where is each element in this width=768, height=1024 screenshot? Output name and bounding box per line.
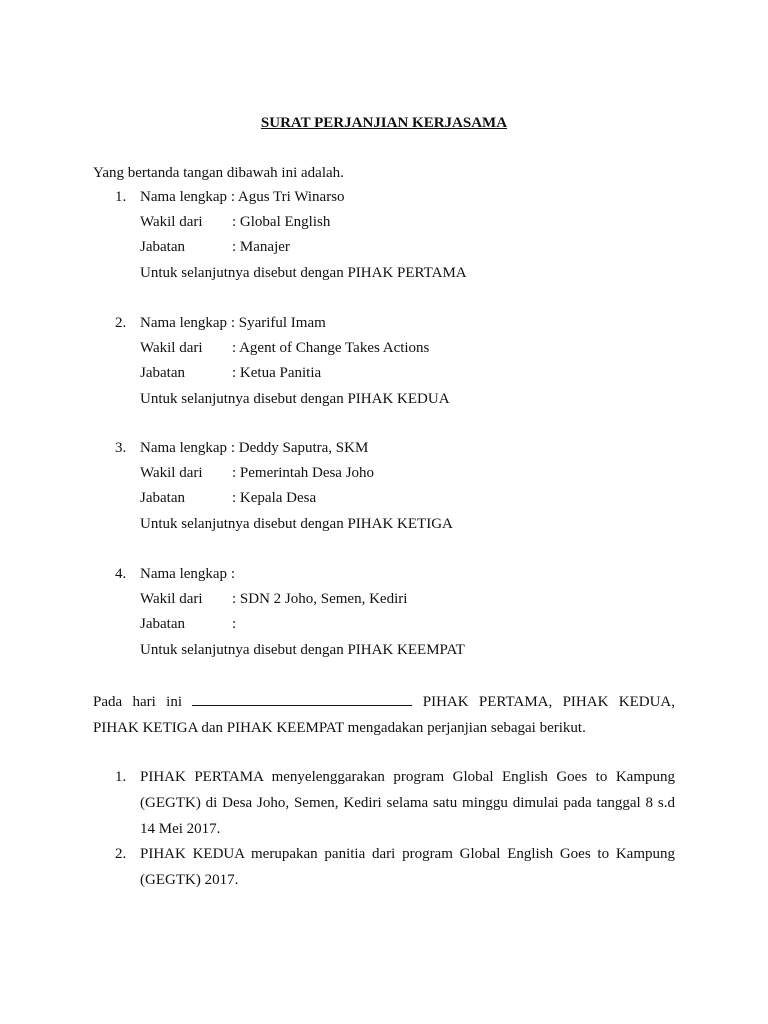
party-number: 1. bbox=[115, 189, 127, 205]
party-from-row bbox=[140, 338, 429, 358]
party-position-row bbox=[140, 488, 316, 508]
from-value: : Agent of Change Takes Actions bbox=[232, 340, 430, 356]
position-label: Jabatan bbox=[140, 616, 185, 632]
name-value: : Agus Tri Winarso bbox=[230, 189, 345, 205]
name-label: Nama lengkap bbox=[140, 315, 228, 331]
position-label: Jabatan bbox=[140, 490, 185, 506]
paragraph-rest: PIHAK PERTAMA, PIHAK KEDUA, PIHAK KETIGA dan PIHAK KEEMPAT mengadakan perjanjian sebagai berikut. bbox=[93, 694, 676, 736]
party-number: 2. bbox=[115, 315, 127, 331]
position-label: Jabatan bbox=[140, 365, 185, 381]
party-name-row bbox=[140, 564, 235, 584]
party-position-row bbox=[140, 237, 290, 257]
party-closing: Untuk selanjutnya disebut dengan PIHAK KEDUA bbox=[140, 391, 450, 407]
name-label: Nama lengkap bbox=[140, 189, 228, 205]
position-label: Jabatan bbox=[140, 239, 185, 255]
party-from-row bbox=[140, 212, 330, 232]
position-value: : Ketua Panitia bbox=[232, 365, 322, 381]
from-label: Wakil dari bbox=[140, 465, 203, 481]
from-label: Wakil dari bbox=[140, 340, 203, 356]
name-label: Nama lengkap bbox=[140, 566, 228, 582]
party-closing: Untuk selanjutnya disebut dengan PIHAK KEEMPAT bbox=[140, 642, 465, 658]
party-closing: Untuk selanjutnya disebut dengan PIHAK PERTAMA bbox=[140, 265, 467, 281]
party-name-row bbox=[140, 313, 326, 333]
position-value: : Manajer bbox=[232, 239, 290, 255]
from-value: : Global English bbox=[232, 214, 331, 230]
party-from-row bbox=[140, 463, 374, 483]
party-number: 3. bbox=[115, 440, 127, 456]
party-closing: Untuk selanjutnya disebut dengan PIHAK KETIGA bbox=[140, 516, 453, 532]
position-value: : Kepala Desa bbox=[232, 490, 317, 506]
clause-text: PIHAK KEDUA merupakan panitia dari program Global English Goes to Kampung (GEGTK) 2017. bbox=[140, 846, 675, 888]
name-label: Nama lengkap bbox=[140, 440, 228, 456]
document-title: SURAT PERJANJIAN KERJASAMA bbox=[260, 115, 508, 131]
paragraph-lead: Pada hari ini bbox=[93, 694, 183, 710]
from-label: Wakil dari bbox=[140, 214, 203, 230]
party-position-row bbox=[140, 363, 321, 383]
clause-text: PIHAK PERTAMA menyelenggarakan program Global English Goes to Kampung (GEGTK) di Desa Joho, Semen, Kediri selama satu minggu dimulai pada tanggal 8 s.d 14 Mei 2017. bbox=[140, 769, 675, 837]
from-label: Wakil dari bbox=[140, 591, 203, 607]
name-value: : Deddy Saputra, SKM bbox=[230, 440, 369, 456]
day-blank-line bbox=[192, 691, 412, 706]
name-value: : bbox=[230, 566, 235, 582]
name-value: : Syariful Imam bbox=[230, 315, 326, 331]
party-position-row bbox=[140, 614, 236, 634]
party-from-row bbox=[140, 589, 407, 609]
agreement-paragraph bbox=[93, 689, 675, 741]
clause-number: 1. bbox=[115, 769, 127, 785]
position-value: : bbox=[232, 616, 237, 632]
clause-number: 2. bbox=[115, 846, 127, 862]
intro-text: Yang bertanda tangan dibawah ini adalah. bbox=[93, 165, 344, 181]
from-value: : SDN 2 Joho, Semen, Kediri bbox=[232, 591, 408, 607]
from-value: : Pemerintah Desa Joho bbox=[232, 465, 375, 481]
party-name-row bbox=[140, 438, 368, 458]
party-number: 4. bbox=[115, 566, 127, 582]
party-name-row bbox=[140, 187, 345, 207]
